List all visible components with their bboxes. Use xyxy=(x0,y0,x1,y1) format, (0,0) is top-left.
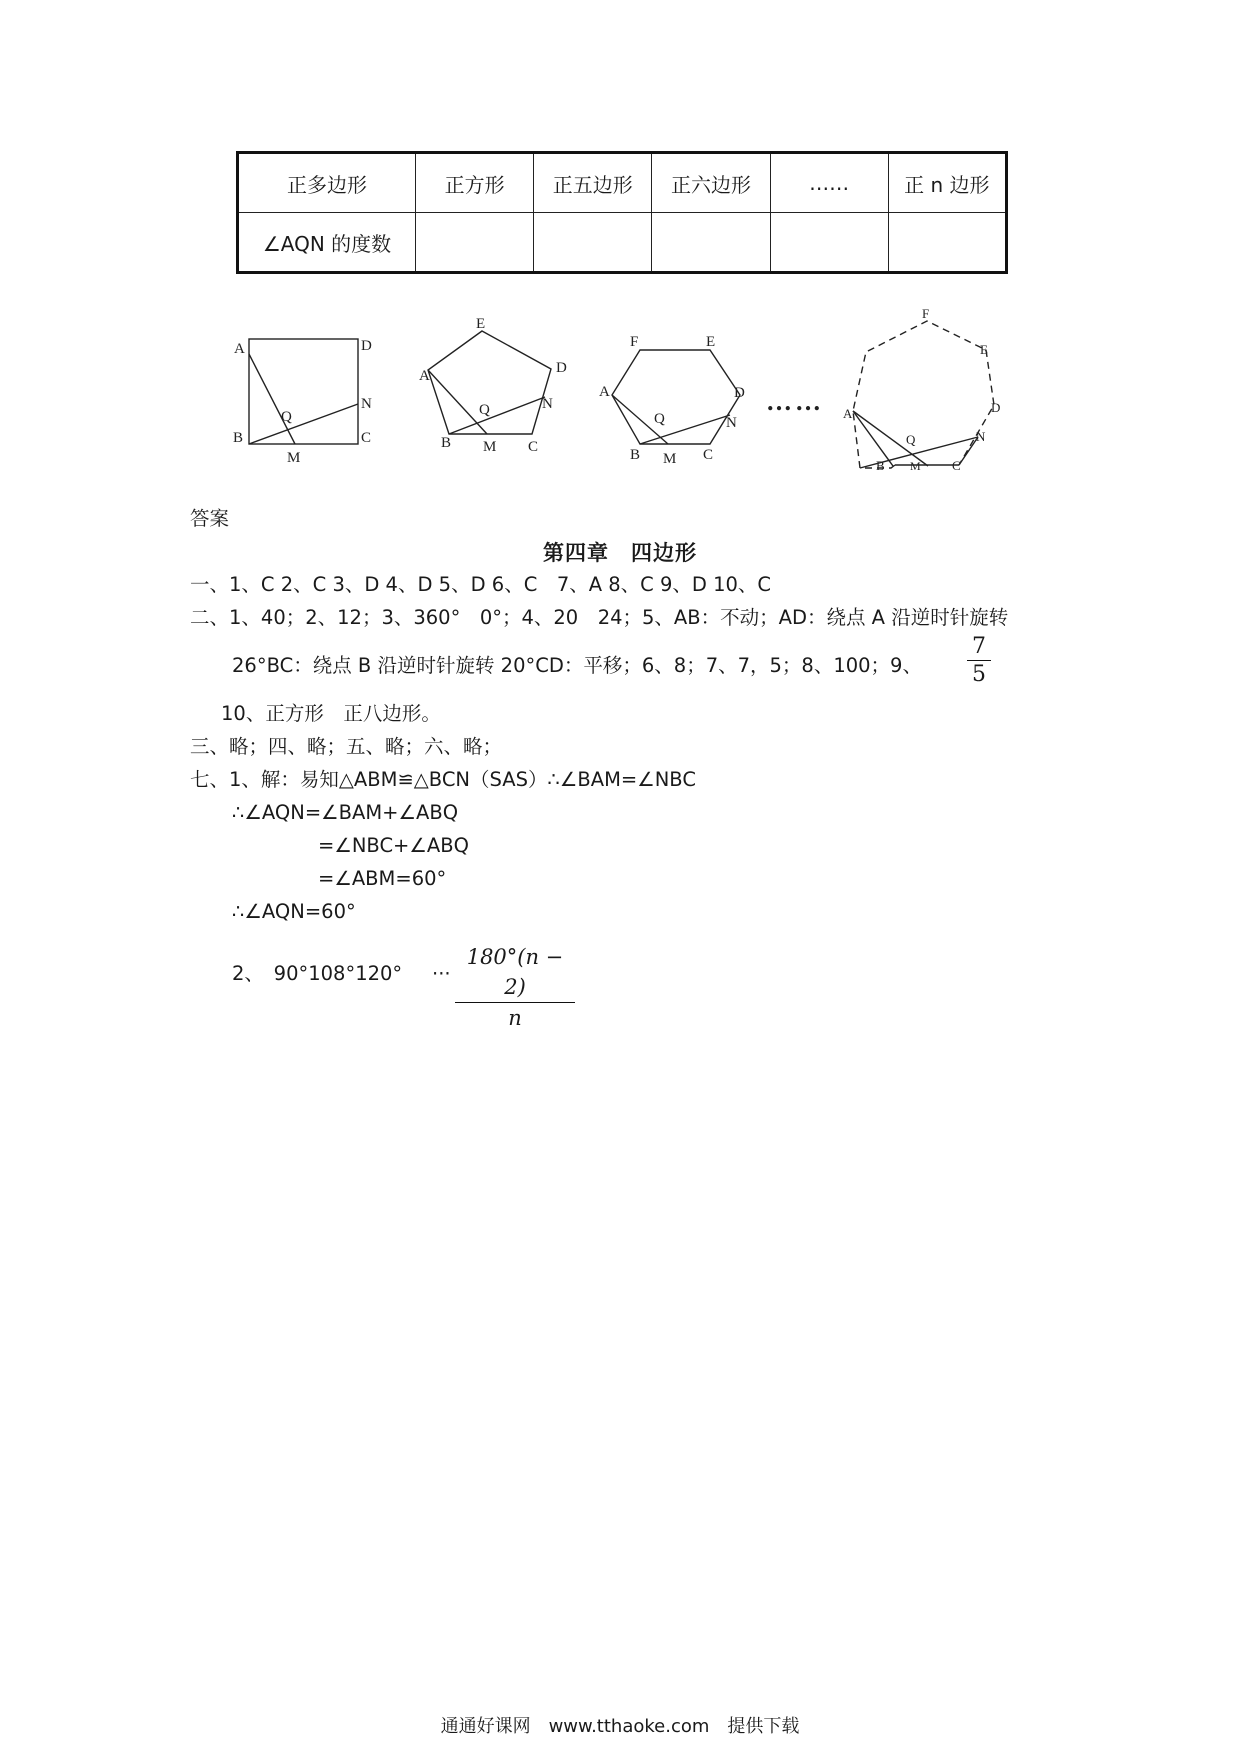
label-n: N xyxy=(361,396,372,412)
table-cell: 正 n 边形 xyxy=(888,153,1006,213)
label-c: C xyxy=(361,430,372,446)
answer-line: ∴∠AQN=∠BAM+∠ABQ xyxy=(232,801,459,824)
answer-line: 一、1、C 2、C 3、D 4、D 5、D 6、C 7、A 8、C 9、D 10、C xyxy=(190,573,772,596)
label-a: A xyxy=(234,341,245,357)
figure-ellipsis: …… xyxy=(766,387,824,416)
fraction-denominator: 5 xyxy=(967,660,991,688)
label-f: F xyxy=(630,334,639,350)
ellipsis: ··· xyxy=(432,962,451,985)
label-b: B xyxy=(441,435,452,451)
label-e: E xyxy=(476,316,486,332)
label-d: D xyxy=(361,338,372,354)
answer-line: =∠NBC+∠ABQ xyxy=(318,834,469,857)
label-c: C xyxy=(952,458,961,473)
answer-heading: 答案 xyxy=(190,507,230,530)
label-d: D xyxy=(991,400,1001,415)
label-m: M xyxy=(663,451,677,467)
polygon-angle-table xyxy=(236,151,1008,274)
label-b: B xyxy=(876,458,885,473)
label-a: A xyxy=(599,384,610,400)
table-cell xyxy=(416,213,534,273)
table-cell xyxy=(534,213,652,273)
label-q: Q xyxy=(479,402,490,418)
answer-line: 二、1、40；2、12；3、360° 0°；4、20 24；5、AB：不动；AD：绕点 A 沿逆时针旋转 xyxy=(190,606,1009,629)
label-d: D xyxy=(734,385,745,401)
answer-line: 26°BC：绕点 B 沿逆时针旋转 20°CD：平移；6、8；7、7，5；8、100；9、 xyxy=(232,654,922,677)
fraction-numerator: 180°(n − 2) xyxy=(466,945,564,999)
table-cell xyxy=(888,213,1006,273)
table-cell: 正多边形 xyxy=(238,153,416,213)
answer-line: 2、 90°108°120° xyxy=(232,962,403,985)
table-cell xyxy=(652,213,770,273)
label-e: E xyxy=(706,334,716,350)
label-m: M xyxy=(483,439,497,455)
label-q: Q xyxy=(654,411,665,427)
answer-line: 10、正方形 正八边形。 xyxy=(221,702,441,725)
label-a: A xyxy=(419,368,430,384)
fraction-interior-angle xyxy=(455,942,575,1033)
table-row xyxy=(238,213,1007,273)
label-b: B xyxy=(233,430,244,446)
polygon-figures xyxy=(0,300,1240,480)
table-cell: 正五边形 xyxy=(534,153,652,213)
label-m: M xyxy=(910,459,921,473)
label-q: Q xyxy=(906,432,916,447)
label-n: N xyxy=(976,429,986,444)
answer-line: ∴∠AQN=60° xyxy=(232,900,356,923)
table-cell xyxy=(770,213,888,273)
answer-line: 三、略；四、略；五、略；六、略； xyxy=(190,735,503,758)
label-a: A xyxy=(843,406,853,421)
label-e: E xyxy=(980,342,988,357)
label-m: M xyxy=(287,450,301,466)
label-c: C xyxy=(703,447,714,463)
footer: 通通好课网 www.tthaoke.com 提供下载 xyxy=(440,1716,800,1737)
label-b: B xyxy=(630,447,641,463)
label-n: N xyxy=(542,396,553,412)
answer-line: =∠ABM=60° xyxy=(318,867,447,890)
table-cell: …… xyxy=(770,153,888,213)
fraction-seven-fifths xyxy=(967,633,991,688)
label-d: D xyxy=(556,360,567,376)
table-row xyxy=(238,153,1007,213)
table-cell: ∠AQN 的度数 xyxy=(238,213,416,273)
label-q: Q xyxy=(281,409,292,425)
label-n: N xyxy=(726,415,737,431)
table-cell: 正方形 xyxy=(416,153,534,213)
table-cell: 正六边形 xyxy=(652,153,770,213)
fraction-denominator: n xyxy=(455,1002,575,1033)
label-c: C xyxy=(528,439,539,455)
answer-line: 七、1、解：易知△ABM≌△BCN（SAS）∴∠BAM=∠NBC xyxy=(190,768,696,791)
chapter-title: 第四章 四边形 xyxy=(543,541,697,565)
label-f: F xyxy=(922,306,930,321)
fraction-numerator: 7 xyxy=(972,634,986,659)
